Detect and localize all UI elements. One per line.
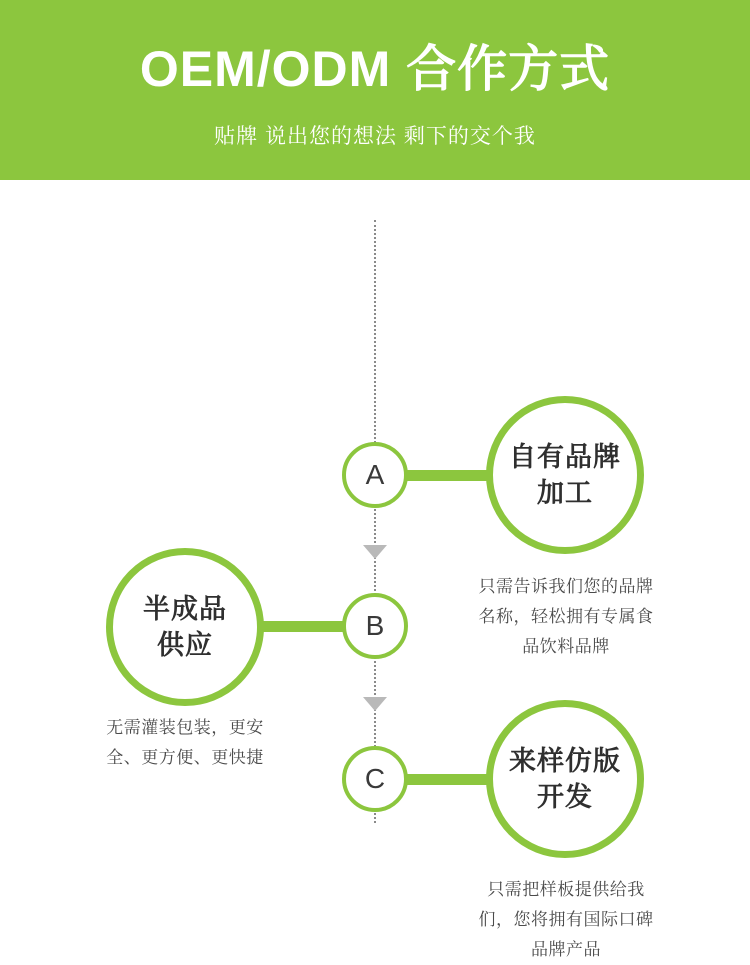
step-bubble-c[interactable] <box>486 700 644 858</box>
step-a-title-line2: 加工 <box>537 478 593 508</box>
arrow-down-icon <box>363 545 387 559</box>
step-bubble-a[interactable] <box>486 396 644 554</box>
step-bubble-b[interactable] <box>106 548 264 706</box>
flow-diagram <box>0 180 750 959</box>
step-a-caption-line3: 品饮料品牌 <box>522 637 610 656</box>
step-c-caption-line2: 们，您将拥有国际口碑 <box>478 910 654 929</box>
step-b-caption-line2: 全、更方便、更快捷 <box>106 748 264 767</box>
step-node-b[interactable]: B <box>342 593 408 659</box>
step-bubble-a-label <box>509 439 621 511</box>
step-c-caption-line3: 品牌产品 <box>531 940 601 959</box>
step-a-title-line1: 自有品牌 <box>509 442 621 472</box>
connector-b <box>255 621 345 632</box>
step-node-a[interactable]: A <box>342 442 408 508</box>
step-a-caption <box>452 572 680 662</box>
step-a-caption-line1: 只需告诉我们您的品牌 <box>478 577 654 596</box>
arrow-down-icon <box>363 697 387 711</box>
step-b-caption-line1: 无需灌装包装，更安 <box>106 718 264 737</box>
page-subtitle: 贴牌 说出您的想法 剩下的交个我 <box>214 125 536 148</box>
dotted-spine-line <box>374 220 376 823</box>
step-a-caption-line2: 名称，轻松拥有专属食 <box>478 607 654 626</box>
connector-a <box>405 470 495 481</box>
step-c-caption <box>452 875 680 965</box>
step-c-title-line2: 开发 <box>537 782 593 812</box>
step-bubble-c-label <box>509 743 621 815</box>
header-banner <box>0 0 750 180</box>
step-c-caption-line1: 只需把样板提供给我 <box>487 880 645 899</box>
step-b-title-line2: 供应 <box>157 630 213 660</box>
step-b-title-line1: 半成品 <box>143 594 227 624</box>
step-node-c[interactable]: C <box>342 746 408 812</box>
connector-c <box>405 774 495 785</box>
step-b-caption <box>65 713 305 773</box>
step-c-title-line1: 来样仿版 <box>509 746 621 776</box>
page-title: OEM/ODM 合作方式 <box>139 41 611 97</box>
step-bubble-b-label <box>143 591 227 663</box>
